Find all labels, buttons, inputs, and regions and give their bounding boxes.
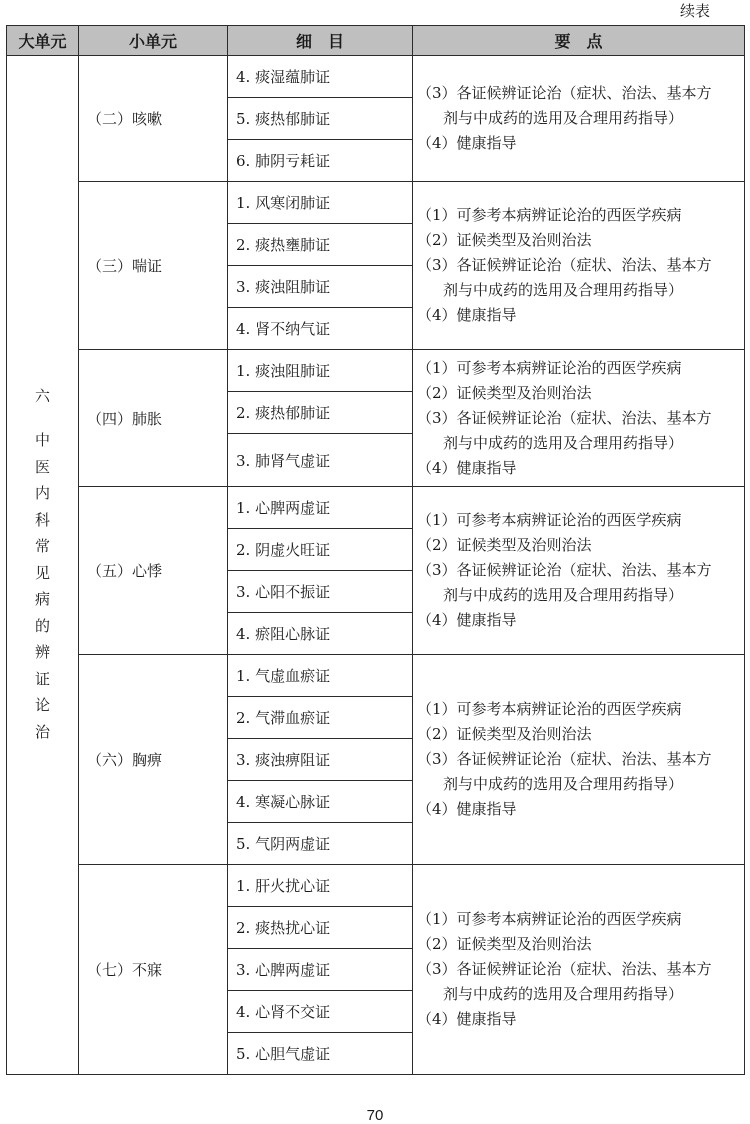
subunit-cell: （四）肺胀: [79, 350, 228, 487]
point-line: （2）证候类型及治则治法: [417, 536, 592, 554]
item-cell: 5. 心胆气虚证: [228, 1033, 413, 1075]
points-cell: [413, 655, 745, 865]
point-line: （2）证候类型及治则治法: [417, 725, 592, 743]
syllabus-table: [6, 25, 745, 1075]
header-unit: 大单元: [7, 26, 79, 56]
points-cell: [413, 182, 745, 350]
point-line: （4）健康指导: [417, 1010, 517, 1028]
item-cell: 4. 心肾不交证: [228, 991, 413, 1033]
point-line: （2）证候类型及治则治法: [417, 935, 592, 953]
point-line: （1）可参考本病辨证论治的西医学疾病: [417, 700, 682, 718]
item-cell: 2. 气滞血瘀证: [228, 697, 413, 739]
item-cell: 1. 肝火扰心证: [228, 865, 413, 907]
subunit-cell: （三）喘证: [79, 182, 228, 350]
subunit-cell: （二）咳嗽: [79, 56, 228, 182]
table-header-row: [7, 26, 745, 56]
item-cell: 3. 心脾两虚证: [228, 949, 413, 991]
item-cell: 3. 肺肾气虚证: [228, 434, 413, 487]
header-subunit: 小单元: [79, 26, 228, 56]
header-item: 细 目: [228, 26, 413, 56]
item-cell: 1. 风寒闭肺证: [228, 182, 413, 224]
point-line: （4）健康指导: [417, 800, 517, 818]
point-line: 剂与中成药的选用及合理用药指导）: [443, 775, 684, 793]
item-cell: 6. 肺阴亏耗证: [228, 140, 413, 182]
item-cell: 4. 痰湿蕴肺证: [228, 56, 413, 98]
item-cell: 3. 心阳不振证: [228, 571, 413, 613]
point-line: （4）健康指导: [417, 458, 517, 477]
header-points: 要 点: [413, 26, 745, 56]
table-row: [7, 350, 745, 392]
point-line: （1）可参考本病辨证论治的西医学疾病: [417, 206, 682, 224]
unit-number: 六: [34, 387, 50, 405]
point-line: （2）证候类型及治则治法: [417, 231, 592, 249]
item-cell: 5. 痰热郁肺证: [228, 98, 413, 140]
point-line: 剂与中成药的选用及合理用药指导）: [443, 109, 684, 127]
table-row: [7, 487, 745, 529]
point-line: 剂与中成药的选用及合理用药指导）: [443, 586, 684, 604]
subunit-cell: （五）心悸: [79, 487, 228, 655]
item-cell: 2. 痰热郁肺证: [228, 392, 413, 434]
point-line: （1）可参考本病辨证论治的西医学疾病: [417, 358, 682, 377]
unit-cell: [7, 56, 79, 1075]
point-line: 剂与中成药的选用及合理用药指导）: [443, 985, 684, 1003]
item-cell: 3. 痰浊阻肺证: [228, 266, 413, 308]
point-line: （3）各证候辨证论治（症状、治法、基本方: [417, 960, 712, 978]
unit-title: 中医内科常见病的辨证论治: [34, 431, 50, 741]
point-line: （3）各证候辨证论治（症状、治法、基本方: [417, 256, 712, 274]
table-row: [7, 655, 745, 697]
point-line: 剂与中成药的选用及合理用药指导）: [443, 281, 684, 299]
point-line: （3）各证候辨证论治（症状、治法、基本方: [417, 84, 712, 102]
item-cell: 1. 痰浊阻肺证: [228, 350, 413, 392]
item-cell: 3. 痰浊痹阻证: [228, 739, 413, 781]
item-cell: 4. 瘀阻心脉证: [228, 613, 413, 655]
item-cell: 2. 阴虚火旺证: [228, 529, 413, 571]
points-cell: [413, 865, 745, 1075]
page-number: 70: [366, 1107, 384, 1124]
points-cell: [413, 56, 745, 182]
point-line: （4）健康指导: [417, 611, 517, 629]
table-row: [7, 865, 745, 907]
item-cell: 4. 寒凝心脉证: [228, 781, 413, 823]
subunit-cell: （七）不寐: [79, 865, 228, 1075]
table-row: [7, 182, 745, 224]
point-line: （3）各证候辨证论治（症状、治法、基本方: [417, 750, 712, 768]
item-cell: 1. 气虚血瘀证: [228, 655, 413, 697]
point-line: （1）可参考本病辨证论治的西医学疾病: [417, 511, 682, 529]
item-cell: 2. 痰热壅肺证: [228, 224, 413, 266]
continued-label: 续表: [679, 2, 710, 20]
point-line: （3）各证候辨证论治（症状、治法、基本方: [417, 408, 712, 427]
point-line: （1）可参考本病辨证论治的西医学疾病: [417, 910, 682, 928]
points-cell: [413, 350, 745, 487]
point-line: （4）健康指导: [417, 134, 517, 152]
point-line: （2）证候类型及治则治法: [417, 383, 592, 402]
item-cell: 2. 痰热扰心证: [228, 907, 413, 949]
point-line: 剂与中成药的选用及合理用药指导）: [443, 433, 684, 452]
point-line: （4）健康指导: [417, 306, 517, 324]
table-body: [7, 56, 745, 1075]
point-line: （3）各证候辨证论治（症状、治法、基本方: [417, 561, 712, 579]
item-cell: 1. 心脾两虚证: [228, 487, 413, 529]
points-cell: [413, 487, 745, 655]
table-row: [7, 56, 745, 98]
item-cell: 4. 肾不纳气证: [228, 308, 413, 350]
item-cell: 5. 气阴两虚证: [228, 823, 413, 865]
subunit-cell: （六）胸痹: [79, 655, 228, 865]
